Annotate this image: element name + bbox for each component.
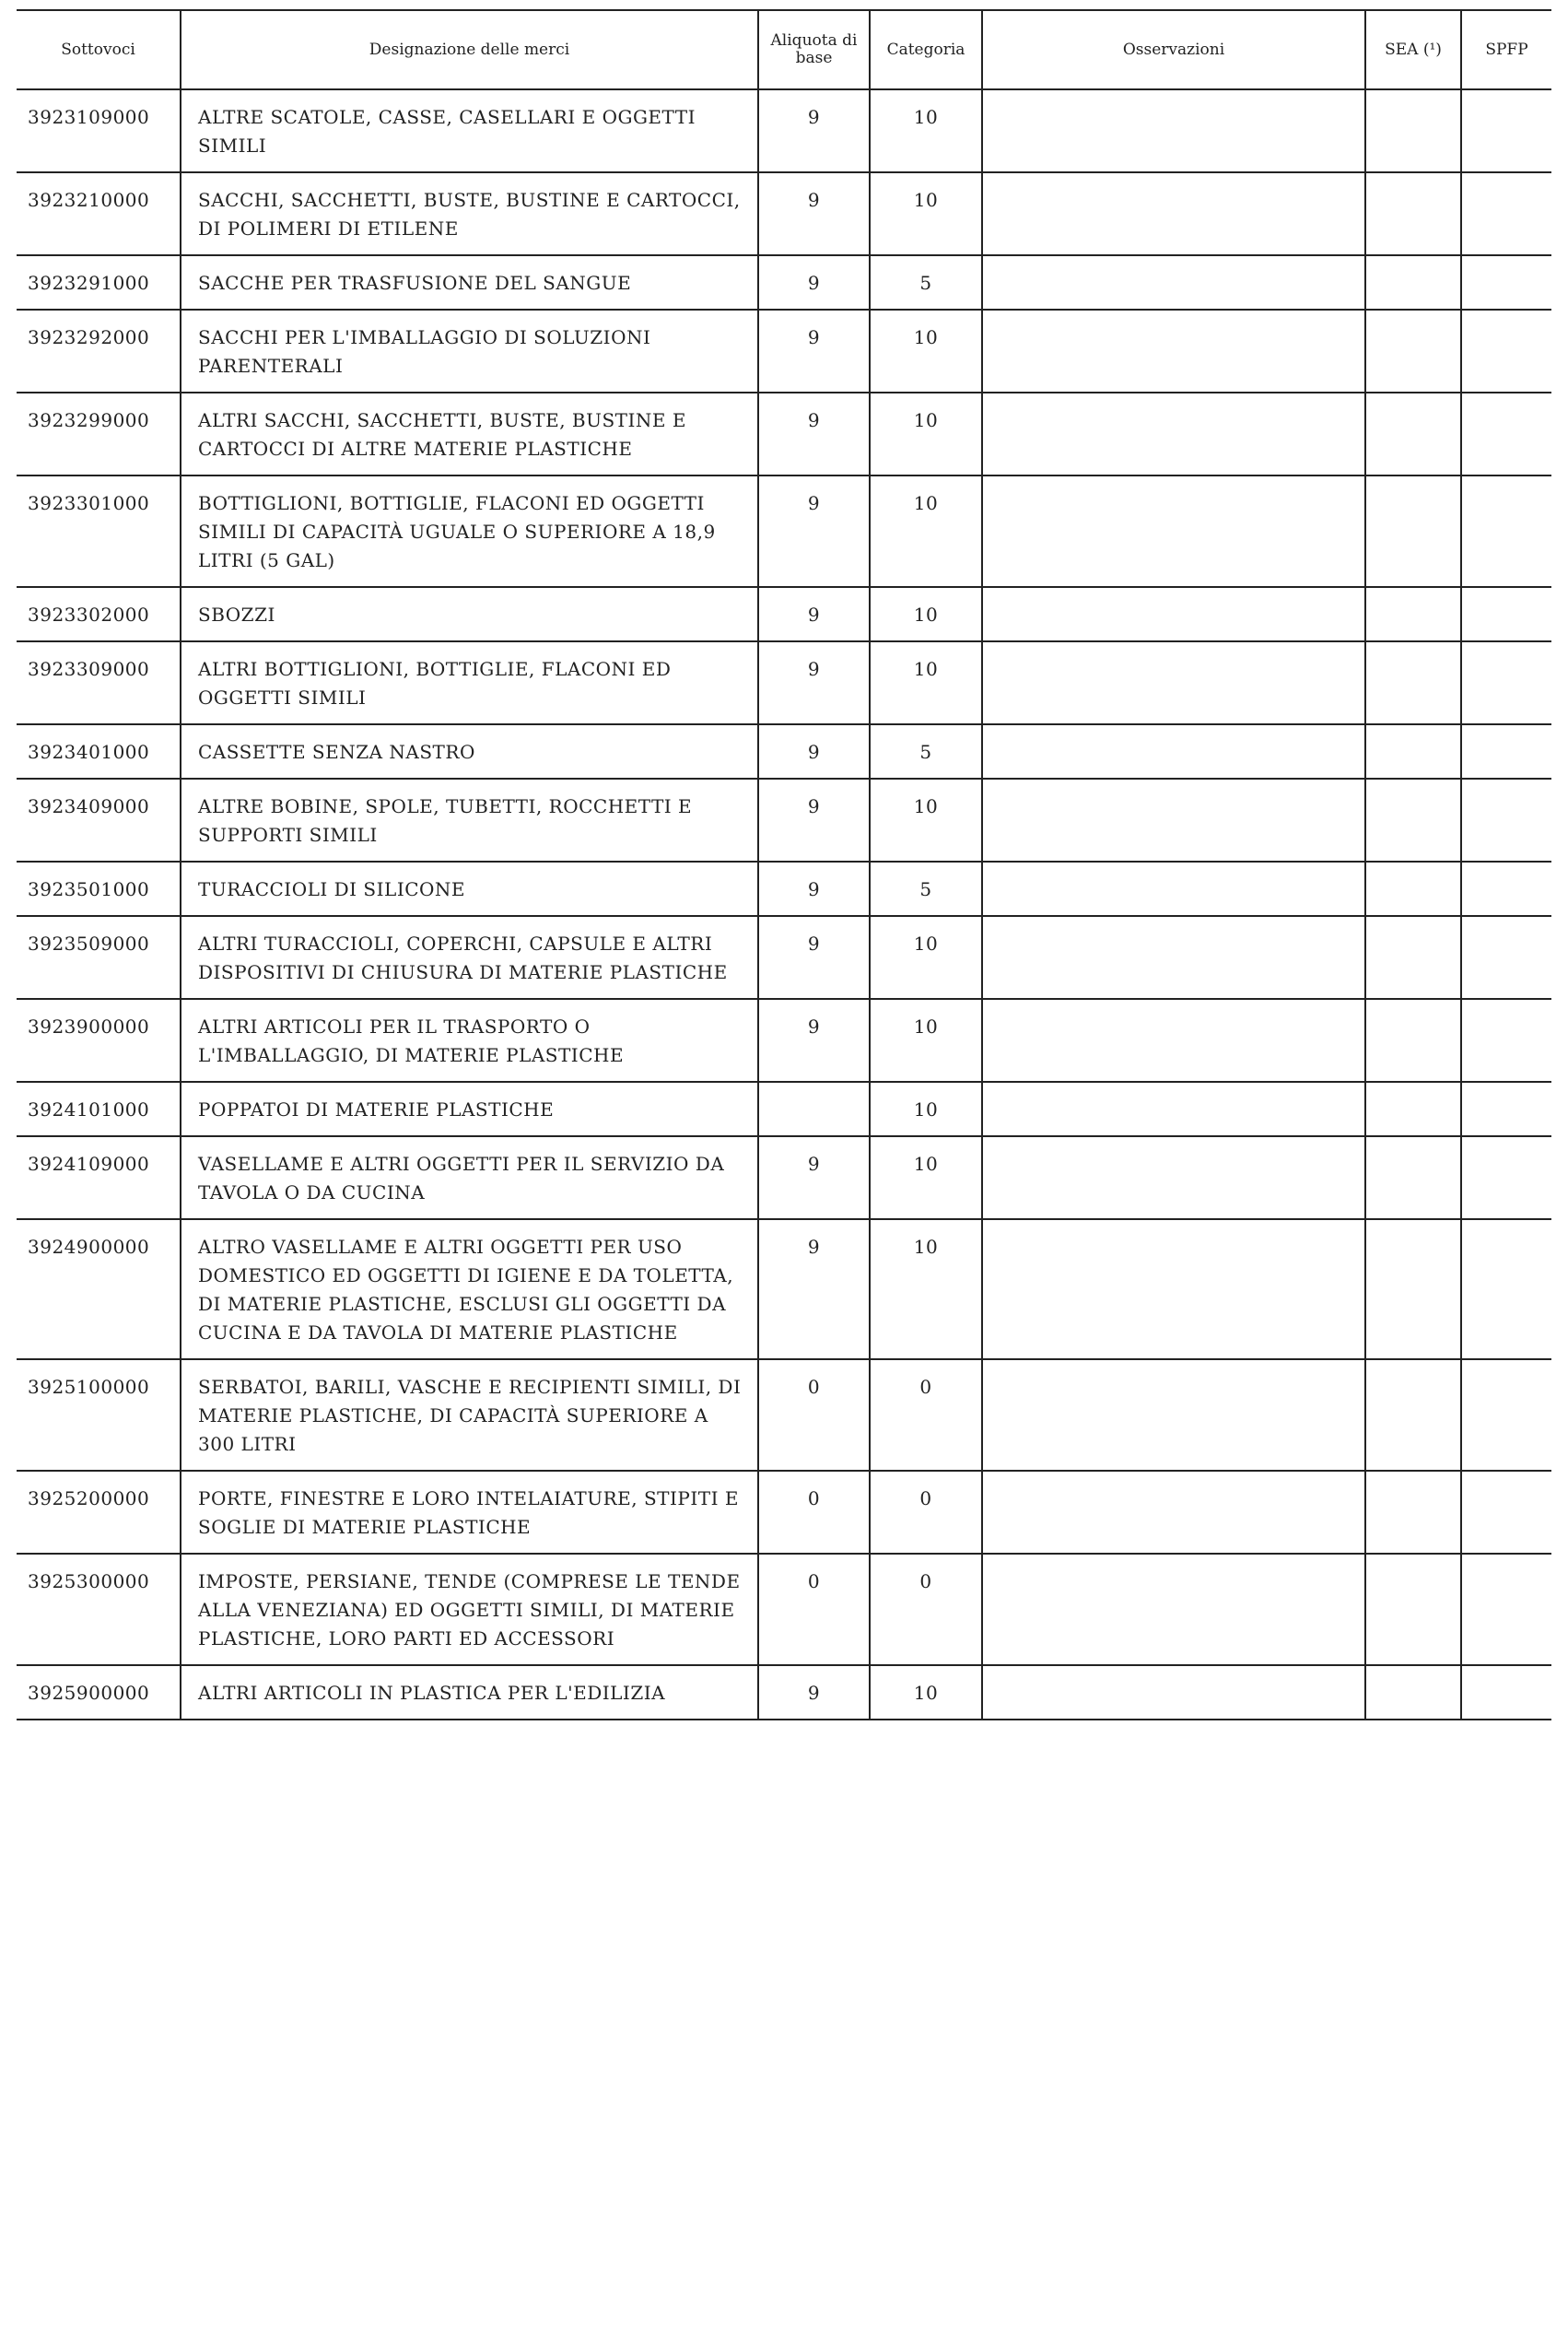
cell-remarks bbox=[982, 1082, 1365, 1136]
cell-remarks bbox=[982, 999, 1365, 1082]
cell-sea bbox=[1365, 1471, 1461, 1554]
cell-spfp bbox=[1461, 587, 1551, 641]
cell-code: 3923900000 bbox=[17, 999, 181, 1082]
cell-description: BOTTIGLIONI, BOTTIGLIE, FLACONI ED OGGETTI SIMILI DI CAPACITÀ UGUALE O SUPERIORE A 18,9 LITRI (5 GAL) bbox=[181, 475, 758, 587]
cell-sea bbox=[1365, 724, 1461, 779]
cell-category: 10 bbox=[870, 1082, 982, 1136]
cell-sea bbox=[1365, 89, 1461, 172]
tariff-document bbox=[17, 9, 1551, 1720]
cell-code: 3923292000 bbox=[17, 310, 181, 393]
cell-category: 5 bbox=[870, 255, 982, 310]
cell-description: SERBATOI, BARILI, VASCHE E RECIPIENTI SIMILI, DI MATERIE PLASTICHE, DI CAPACITÀ SUPERIORE A 300 LITRI bbox=[181, 1359, 758, 1471]
table-row bbox=[17, 1136, 1551, 1219]
cell-description: ALTRI ARTICOLI PER IL TRASPORTO O L'IMBALLAGGIO, DI MATERIE PLASTICHE bbox=[181, 999, 758, 1082]
cell-rate bbox=[758, 1082, 870, 1136]
cell-remarks bbox=[982, 587, 1365, 641]
cell-code: 3925900000 bbox=[17, 1665, 181, 1720]
cell-sea bbox=[1365, 1665, 1461, 1720]
cell-description: ALTRE BOBINE, SPOLE, TUBETTI, ROCCHETTI E SUPPORTI SIMILI bbox=[181, 779, 758, 862]
cell-code: 3924900000 bbox=[17, 1219, 181, 1359]
cell-category: 10 bbox=[870, 779, 982, 862]
cell-remarks bbox=[982, 1219, 1365, 1359]
cell-code: 3923301000 bbox=[17, 475, 181, 587]
cell-description: ALTRI BOTTIGLIONI, BOTTIGLIE, FLACONI ED OGGETTI SIMILI bbox=[181, 641, 758, 724]
cell-spfp bbox=[1461, 862, 1551, 916]
cell-category: 10 bbox=[870, 89, 982, 172]
cell-code: 3923302000 bbox=[17, 587, 181, 641]
cell-description: PORTE, FINESTRE E LORO INTELAIATURE, STIPITI E SOGLIE DI MATERIE PLASTICHE bbox=[181, 1471, 758, 1554]
cell-remarks bbox=[982, 1665, 1365, 1720]
cell-sea bbox=[1365, 641, 1461, 724]
cell-sea bbox=[1365, 475, 1461, 587]
cell-remarks bbox=[982, 89, 1365, 172]
cell-remarks bbox=[982, 310, 1365, 393]
cell-code: 3923109000 bbox=[17, 89, 181, 172]
header-row bbox=[17, 10, 1551, 89]
cell-rate: 9 bbox=[758, 172, 870, 255]
cell-spfp bbox=[1461, 999, 1551, 1082]
cell-spfp bbox=[1461, 310, 1551, 393]
cell-category: 0 bbox=[870, 1471, 982, 1554]
cell-code: 3923409000 bbox=[17, 779, 181, 862]
cell-description: ALTRE SCATOLE, CASSE, CASELLARI E OGGETTI SIMILI bbox=[181, 89, 758, 172]
cell-code: 3925200000 bbox=[17, 1471, 181, 1554]
cell-rate: 9 bbox=[758, 999, 870, 1082]
cell-spfp bbox=[1461, 475, 1551, 587]
cell-remarks bbox=[982, 1554, 1365, 1665]
cell-spfp bbox=[1461, 1219, 1551, 1359]
cell-category: 10 bbox=[870, 641, 982, 724]
header-remarks: Osservazioni bbox=[982, 10, 1365, 89]
cell-description: POPPATOI DI MATERIE PLASTICHE bbox=[181, 1082, 758, 1136]
cell-rate: 9 bbox=[758, 393, 870, 475]
cell-code: 3923299000 bbox=[17, 393, 181, 475]
cell-category: 10 bbox=[870, 475, 982, 587]
table-row bbox=[17, 862, 1551, 916]
cell-code: 3923509000 bbox=[17, 916, 181, 999]
cell-code: 3923501000 bbox=[17, 862, 181, 916]
cell-sea bbox=[1365, 172, 1461, 255]
cell-category: 10 bbox=[870, 587, 982, 641]
cell-code: 3923401000 bbox=[17, 724, 181, 779]
cell-rate: 0 bbox=[758, 1471, 870, 1554]
cell-sea bbox=[1365, 1136, 1461, 1219]
cell-remarks bbox=[982, 1359, 1365, 1471]
cell-spfp bbox=[1461, 1359, 1551, 1471]
cell-description: ALTRI TURACCIOLI, COPERCHI, CAPSULE E ALTRI DISPOSITIVI DI CHIUSURA DI MATERIE PLASTICHE bbox=[181, 916, 758, 999]
cell-sea bbox=[1365, 862, 1461, 916]
cell-rate: 9 bbox=[758, 255, 870, 310]
cell-sea bbox=[1365, 255, 1461, 310]
table-row bbox=[17, 724, 1551, 779]
table-row bbox=[17, 1359, 1551, 1471]
cell-sea bbox=[1365, 779, 1461, 862]
cell-sea bbox=[1365, 393, 1461, 475]
table-row bbox=[17, 475, 1551, 587]
cell-spfp bbox=[1461, 1136, 1551, 1219]
cell-remarks bbox=[982, 641, 1365, 724]
cell-remarks bbox=[982, 255, 1365, 310]
header-sea: SEA (¹) bbox=[1365, 10, 1461, 89]
cell-spfp bbox=[1461, 1554, 1551, 1665]
cell-sea bbox=[1365, 587, 1461, 641]
cell-category: 10 bbox=[870, 916, 982, 999]
cell-code: 3923291000 bbox=[17, 255, 181, 310]
cell-description: SACCHI PER L'IMBALLAGGIO DI SOLUZIONI PARENTERALI bbox=[181, 310, 758, 393]
cell-category: 10 bbox=[870, 393, 982, 475]
cell-category: 10 bbox=[870, 172, 982, 255]
table-row bbox=[17, 999, 1551, 1082]
cell-spfp bbox=[1461, 779, 1551, 862]
cell-description: SBOZZI bbox=[181, 587, 758, 641]
cell-sea bbox=[1365, 916, 1461, 999]
header-rate: Aliquota di base bbox=[758, 10, 870, 89]
header-code: Sottovoci bbox=[17, 10, 181, 89]
cell-category: 10 bbox=[870, 310, 982, 393]
cell-remarks bbox=[982, 475, 1365, 587]
table-row bbox=[17, 587, 1551, 641]
cell-category: 10 bbox=[870, 1665, 982, 1720]
cell-category: 10 bbox=[870, 1219, 982, 1359]
cell-sea bbox=[1365, 1219, 1461, 1359]
table-row bbox=[17, 916, 1551, 999]
cell-category: 5 bbox=[870, 862, 982, 916]
cell-spfp bbox=[1461, 1471, 1551, 1554]
table-row bbox=[17, 1554, 1551, 1665]
cell-rate: 9 bbox=[758, 89, 870, 172]
cell-remarks bbox=[982, 172, 1365, 255]
cell-sea bbox=[1365, 1359, 1461, 1471]
cell-remarks bbox=[982, 1471, 1365, 1554]
table-row bbox=[17, 1082, 1551, 1136]
cell-description: IMPOSTE, PERSIANE, TENDE (COMPRESE LE TENDE ALLA VENEZIANA) ED OGGETTI SIMILI, DI MATERIE PLASTICHE, LORO PARTI ED ACCESSORI bbox=[181, 1554, 758, 1665]
cell-remarks bbox=[982, 724, 1365, 779]
cell-remarks bbox=[982, 862, 1365, 916]
cell-category: 10 bbox=[870, 999, 982, 1082]
cell-spfp bbox=[1461, 1665, 1551, 1720]
cell-category: 0 bbox=[870, 1359, 982, 1471]
cell-rate: 0 bbox=[758, 1554, 870, 1665]
table-row bbox=[17, 310, 1551, 393]
cell-code: 3924101000 bbox=[17, 1082, 181, 1136]
cell-rate: 0 bbox=[758, 1359, 870, 1471]
cell-category: 10 bbox=[870, 1136, 982, 1219]
header-description: Designazione delle merci bbox=[181, 10, 758, 89]
header-category: Categoria bbox=[870, 10, 982, 89]
cell-rate: 9 bbox=[758, 1136, 870, 1219]
table-row bbox=[17, 779, 1551, 862]
cell-rate: 9 bbox=[758, 1219, 870, 1359]
cell-spfp bbox=[1461, 916, 1551, 999]
cell-sea bbox=[1365, 1554, 1461, 1665]
cell-category: 0 bbox=[870, 1554, 982, 1665]
cell-remarks bbox=[982, 916, 1365, 999]
cell-rate: 9 bbox=[758, 724, 870, 779]
cell-category: 5 bbox=[870, 724, 982, 779]
cell-spfp bbox=[1461, 641, 1551, 724]
cell-code: 3925300000 bbox=[17, 1554, 181, 1665]
cell-code: 3925100000 bbox=[17, 1359, 181, 1471]
table-row bbox=[17, 255, 1551, 310]
cell-remarks bbox=[982, 393, 1365, 475]
table-row bbox=[17, 641, 1551, 724]
table-row bbox=[17, 89, 1551, 172]
cell-sea bbox=[1365, 1082, 1461, 1136]
cell-sea bbox=[1365, 999, 1461, 1082]
cell-spfp bbox=[1461, 393, 1551, 475]
cell-remarks bbox=[982, 779, 1365, 862]
cell-rate: 9 bbox=[758, 641, 870, 724]
cell-spfp bbox=[1461, 724, 1551, 779]
cell-description: SACCHI, SACCHETTI, BUSTE, BUSTINE E CARTOCCI, DI POLIMERI DI ETILENE bbox=[181, 172, 758, 255]
table-row bbox=[17, 1219, 1551, 1359]
cell-spfp bbox=[1461, 255, 1551, 310]
cell-rate: 9 bbox=[758, 779, 870, 862]
table-row bbox=[17, 393, 1551, 475]
cell-spfp bbox=[1461, 1082, 1551, 1136]
cell-code: 3923210000 bbox=[17, 172, 181, 255]
cell-description: CASSETTE SENZA NASTRO bbox=[181, 724, 758, 779]
cell-rate: 9 bbox=[758, 587, 870, 641]
cell-rate: 9 bbox=[758, 475, 870, 587]
cell-description: TURACCIOLI DI SILICONE bbox=[181, 862, 758, 916]
cell-rate: 9 bbox=[758, 1665, 870, 1720]
cell-spfp bbox=[1461, 172, 1551, 255]
cell-code: 3924109000 bbox=[17, 1136, 181, 1219]
cell-spfp bbox=[1461, 89, 1551, 172]
tariff-table bbox=[17, 9, 1551, 1720]
cell-rate: 9 bbox=[758, 916, 870, 999]
cell-description: ALTRI SACCHI, SACCHETTI, BUSTE, BUSTINE E CARTOCCI DI ALTRE MATERIE PLASTICHE bbox=[181, 393, 758, 475]
cell-description: VASELLAME E ALTRI OGGETTI PER IL SERVIZIO DA TAVOLA O DA CUCINA bbox=[181, 1136, 758, 1219]
header-spfp: SPFP bbox=[1461, 10, 1551, 89]
cell-remarks bbox=[982, 1136, 1365, 1219]
cell-rate: 9 bbox=[758, 862, 870, 916]
cell-description: SACCHE PER TRASFUSIONE DEL SANGUE bbox=[181, 255, 758, 310]
cell-description: ALTRI ARTICOLI IN PLASTICA PER L'EDILIZIA bbox=[181, 1665, 758, 1720]
cell-sea bbox=[1365, 310, 1461, 393]
cell-rate: 9 bbox=[758, 310, 870, 393]
table-row bbox=[17, 172, 1551, 255]
table-row bbox=[17, 1471, 1551, 1554]
table-row bbox=[17, 1665, 1551, 1720]
cell-code: 3923309000 bbox=[17, 641, 181, 724]
cell-description: ALTRO VASELLAME E ALTRI OGGETTI PER USO DOMESTICO ED OGGETTI DI IGIENE E DA TOLETTA, DI MATERIE PLASTICHE, ESCLUSI GLI OGGETTI DA CUCINA E DA TAVOLA DI MATERIE PLASTICHE bbox=[181, 1219, 758, 1359]
